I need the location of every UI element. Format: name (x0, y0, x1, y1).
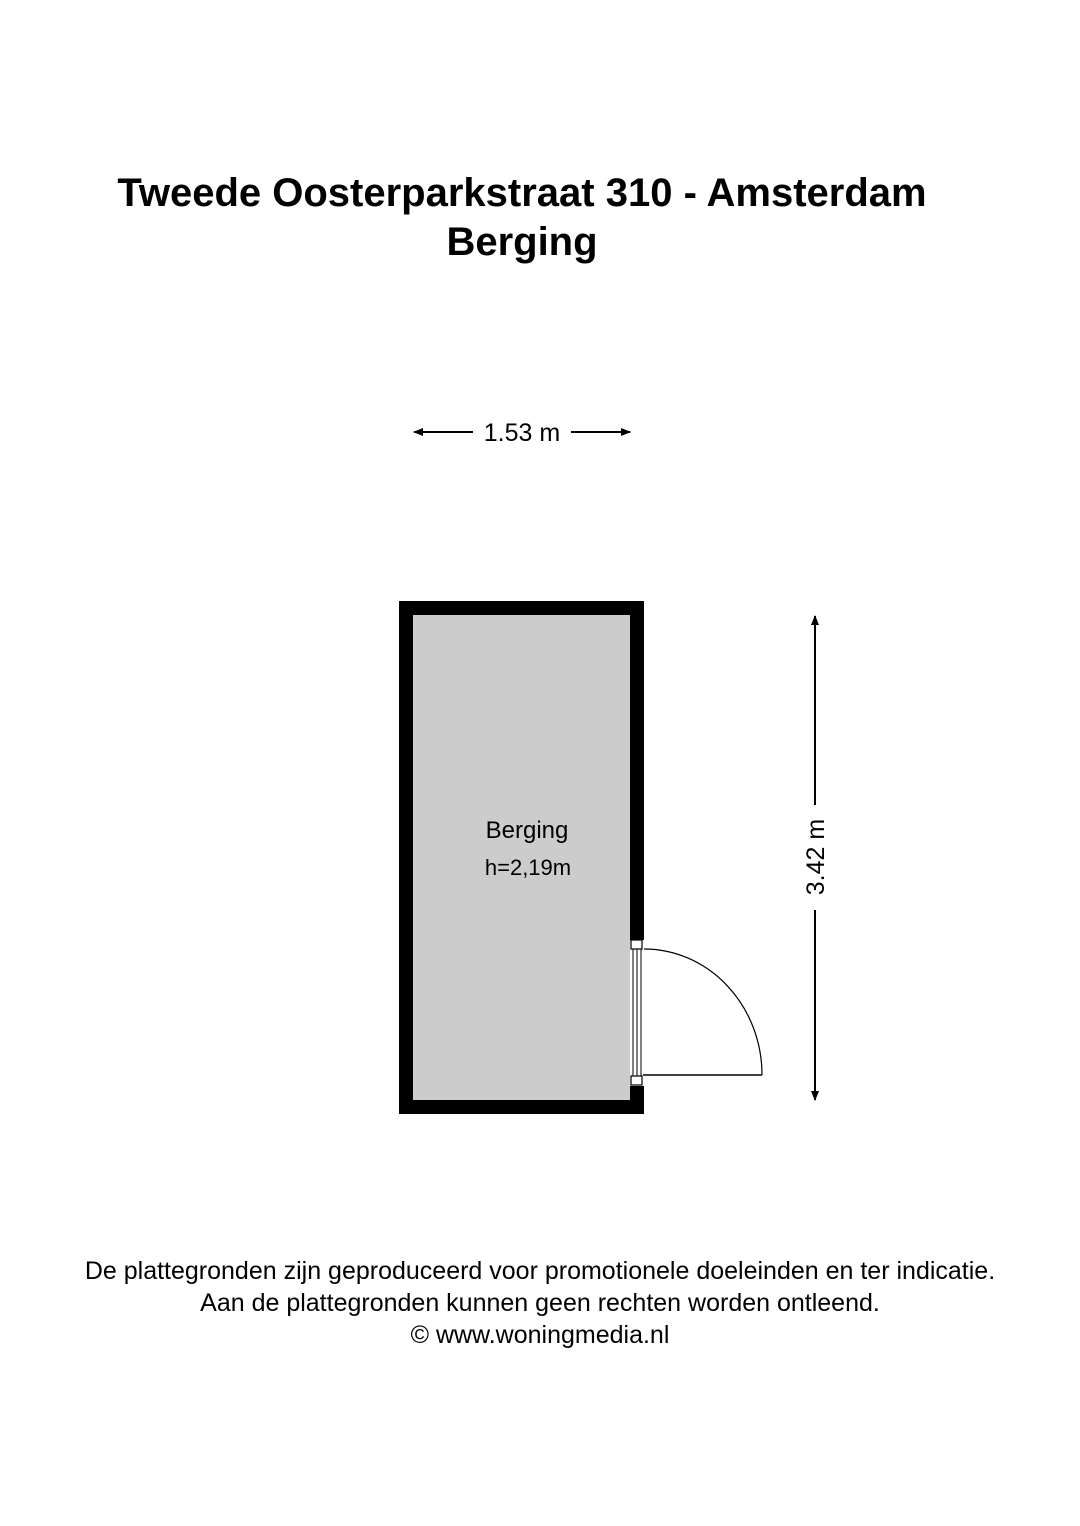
page-title: Tweede Oosterparkstraat 310 - Amsterdam (117, 171, 927, 215)
room-height-label: h=2,19m (484, 855, 572, 880)
door-swing-arc (644, 949, 762, 1075)
disclaimer-line-1: De plattegronden zijn geproduceerd voor promotionele doeleinden en ter indicatie. (84, 1257, 996, 1285)
disclaimer-line-2: Aan de plattegronden kunnen geen rechten worden ontleend. (200, 1289, 880, 1317)
copyright-notice: © www.woningmedia.nl (410, 1321, 670, 1349)
width-dimension (414, 419, 630, 447)
room-berging (399, 601, 644, 1114)
width-dimension-label: 1.53 m (483, 419, 561, 447)
room-name-label: Berging (485, 817, 569, 844)
door-jamb-bottom (631, 1076, 642, 1085)
height-dimension (802, 616, 830, 1100)
height-dimension-label: 3.42 m (802, 818, 830, 896)
door-jamb-top (631, 940, 642, 949)
door (630, 940, 762, 1086)
page-subtitle: Berging (446, 220, 598, 264)
